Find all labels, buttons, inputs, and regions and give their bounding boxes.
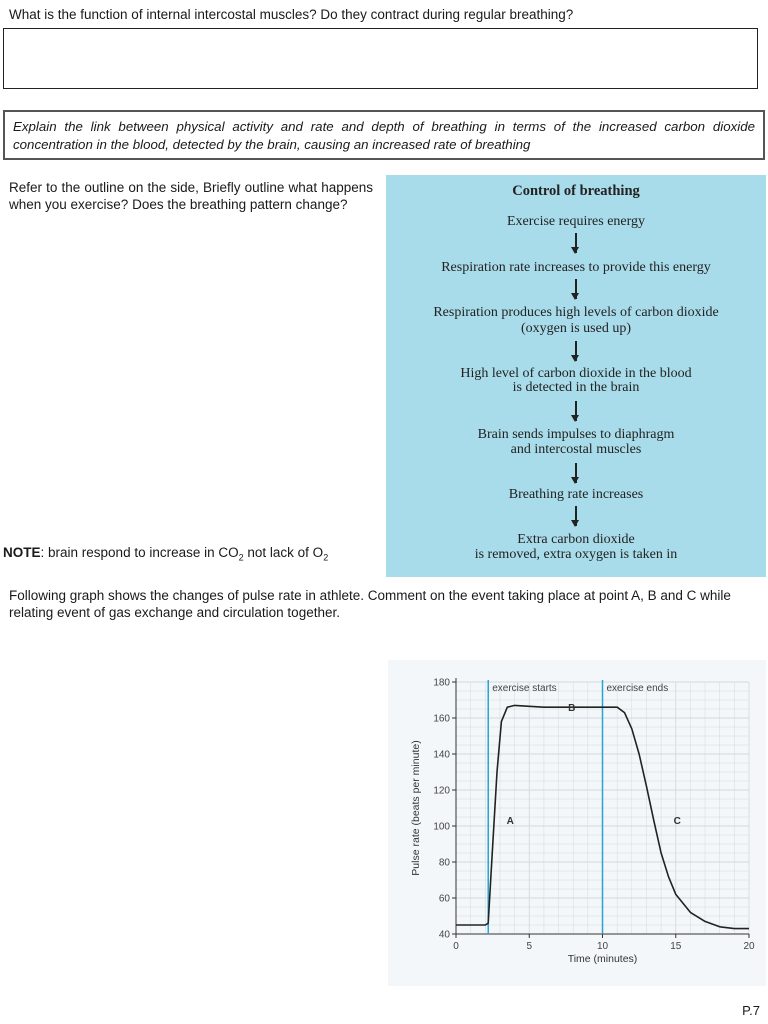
- event-label: exercise starts: [492, 683, 557, 694]
- flowchart-step: Breathing rate increases: [508, 487, 644, 502]
- x-tick-label: 20: [743, 941, 755, 952]
- x-axis-label: Time (minutes): [567, 953, 638, 965]
- y-tick-label: 120: [433, 785, 450, 797]
- flowchart-step: Brain sends impulses to diaphragm: [477, 427, 675, 442]
- explain-prompt-box: Explain the link between physical activity and rate and depth of breathing in terms of the increased carbon dioxide concentration in the blood, detected by the brain, causing an increased rate of breathing: [3, 110, 765, 160]
- x-tick-label: 0: [453, 941, 459, 952]
- event-label: exercise ends: [606, 683, 669, 694]
- point-label-b: B: [568, 702, 576, 714]
- y-tick-label: 40: [438, 929, 450, 941]
- y-tick-label: 60: [438, 893, 450, 905]
- y-tick-label: 100: [433, 821, 450, 833]
- flowchart-step: is detected in the brain: [512, 380, 640, 395]
- y-tick-label: 140: [433, 749, 450, 761]
- y-tick-label: 180: [433, 677, 450, 689]
- flowchart-title: Control of breathing: [512, 183, 640, 199]
- flow-arrow-icon: [575, 341, 577, 361]
- flowchart-step: High level of carbon dioxide in the blood: [460, 366, 692, 381]
- note-sub-1: 2: [238, 552, 244, 563]
- point-label-a: A: [506, 816, 514, 828]
- y-tick-label: 80: [438, 857, 450, 869]
- control-of-breathing-flowchart: [386, 175, 766, 577]
- flowchart-step: Extra carbon dioxide: [517, 532, 635, 547]
- outline-question: Refer to the outline on the side, Briefly outline what happens when you exercise? Does the breathing pattern change?: [9, 180, 373, 212]
- answer-box[interactable]: [3, 28, 758, 89]
- flowchart-step: Exercise requires energy: [506, 214, 646, 229]
- flow-arrow-icon: [575, 463, 577, 483]
- x-tick-label: 15: [670, 941, 682, 952]
- flow-arrow-icon: [575, 401, 577, 421]
- question-internal-intercostal: What is the function of internal intercostal muscles? Do they contract during regular breathing?: [9, 7, 574, 22]
- flow-arrow-icon: [575, 233, 577, 253]
- point-label-c: C: [673, 816, 681, 828]
- flowchart-step: is removed, extra oxygen is taken in: [474, 547, 678, 562]
- y-axis-label: Pulse rate (beats per minute): [410, 740, 422, 876]
- flowchart-step: Respiration rate increases to provide this energy: [441, 260, 711, 275]
- flowchart-step: and intercostal muscles: [510, 442, 642, 457]
- note-text-1: : brain respond to increase in CO: [40, 545, 239, 560]
- flow-arrow-icon: [575, 279, 577, 299]
- x-tick-label: 5: [526, 941, 533, 952]
- pulse-rate-chart-svg: [388, 660, 766, 986]
- y-tick-label: 160: [433, 713, 450, 725]
- note-label: NOTE: [3, 545, 41, 560]
- pulse-rate-chart: [388, 660, 766, 986]
- note-text-2: not lack of O: [243, 545, 324, 560]
- flowchart-step: Respiration produces high levels of carbon dioxide: [433, 305, 719, 320]
- flow-arrow-icon: [575, 506, 577, 526]
- x-tick-label: 10: [596, 941, 609, 952]
- note: [3, 545, 328, 563]
- flowchart-step: (oxygen is used up): [520, 321, 632, 336]
- page-number: P.7: [742, 1003, 760, 1018]
- graph-question: Following graph shows the changes of pulse rate in athlete. Comment on the event taking place at point A, B and C while relating event of gas exchange and circulation together.: [9, 588, 731, 620]
- note-sub-2: 2: [323, 552, 329, 563]
